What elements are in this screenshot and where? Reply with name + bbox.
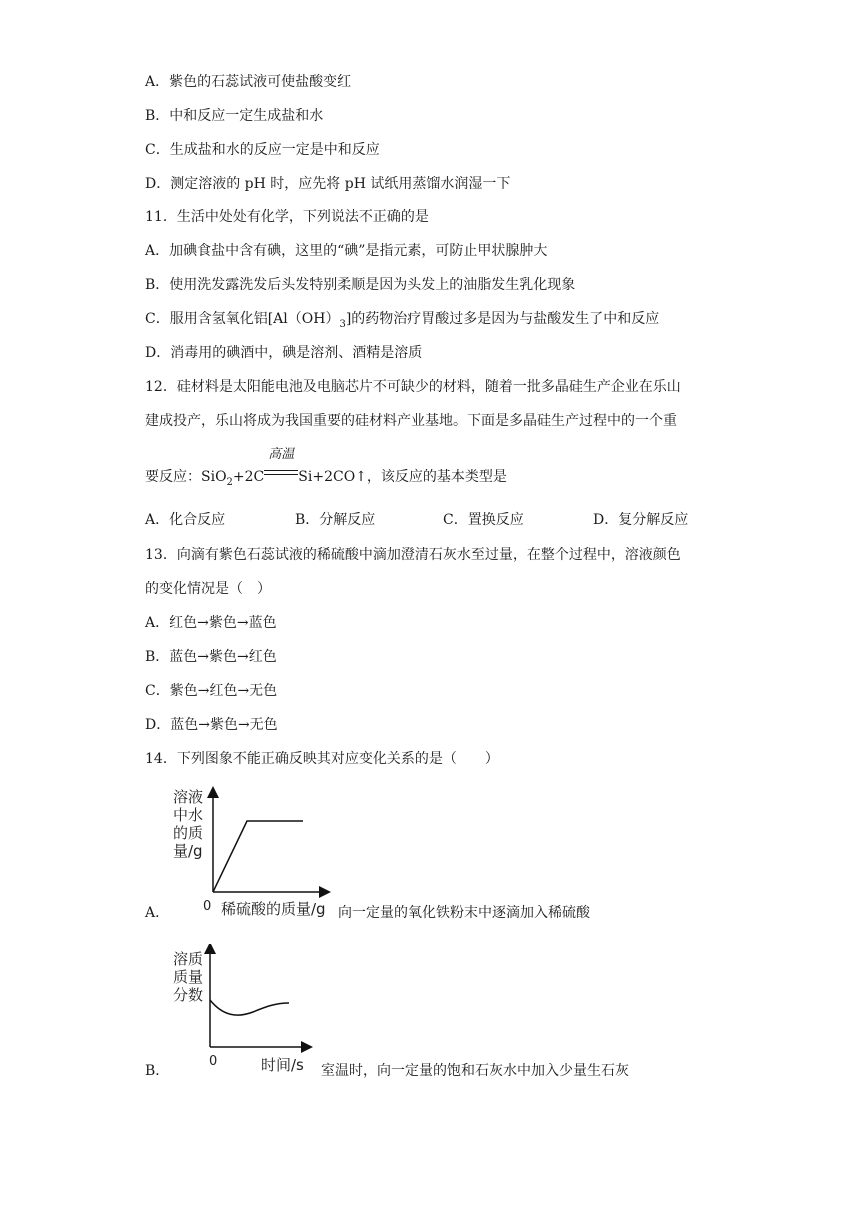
q12-stem-line1: 12．硅材料是太阳能电池及电脑芯片不可缺少的材料，随着一批多晶硅生产企业在乐山 bbox=[145, 379, 681, 395]
q10-option-c: C．生成盐和水的反应一定是中和反应 bbox=[145, 142, 380, 158]
figure-a-y-label-line: 量/g bbox=[173, 842, 203, 860]
figure-b-y-label bbox=[173, 950, 203, 1004]
q12-sub: 2 bbox=[226, 476, 233, 488]
q11-option-b: B．使用洗发露洗发后头发特别柔顺是因为头发上的油脂发生乳化现象 bbox=[145, 277, 576, 293]
q12-option-c: C．置换反应 bbox=[443, 512, 524, 528]
q12-mid: +2C bbox=[232, 469, 265, 485]
q14-option-b-text: 室温时，向一定量的饱和石灰水中加入少量生石灰 bbox=[321, 1063, 629, 1079]
figure-b-y-label-line: 分数 bbox=[173, 986, 204, 1004]
figure-b-curve bbox=[210, 1000, 289, 1015]
q13-option-d: D．蓝色→紫色→无色 bbox=[145, 717, 278, 733]
q11-option-a: A．加碘食盐中含有碘，这里的“碘”是指元素，可防止甲状腺肿大 bbox=[145, 243, 548, 259]
q11-c-sub: 3 bbox=[339, 318, 346, 330]
q14-option-a-label: A． bbox=[145, 905, 170, 921]
figure-a-y-label bbox=[173, 788, 203, 860]
figure-b-x-label: 时间/s bbox=[261, 1056, 304, 1074]
figure-b bbox=[165, 944, 315, 1080]
figure-b-y-label-line: 溶质 bbox=[173, 950, 204, 968]
q12-pre: 要反应：SiO bbox=[145, 469, 227, 485]
q13-option-c: C．紫色→红色→无色 bbox=[145, 683, 278, 699]
figure-a-x-label: 稀硫酸的质量/g bbox=[221, 900, 326, 918]
q12-stem-line2: 建成投产，乐山将成为我国重要的硅材料产业基地。下面是多晶硅生产过程中的一个重 bbox=[145, 413, 677, 429]
q11-option-c bbox=[145, 309, 659, 335]
figure-b-y-label-line: 质量 bbox=[173, 968, 204, 986]
q12-reaction-line bbox=[145, 447, 507, 493]
q11-option-d: D．消毒用的碘酒中，碘是溶剂、酒精是溶质 bbox=[145, 345, 423, 361]
q10-option-d: D．测定溶液的 pH 时，应先将 pH 试纸用蒸馏水润湿一下 bbox=[145, 176, 511, 192]
q12-post: Si+2CO↑，该反应的基本类型是 bbox=[298, 469, 507, 485]
q11-c-pre: C．服用含氢氧化铝[Al（OH） bbox=[145, 311, 340, 327]
q13-stem-line1: 13．向滴有紫色石蕊试液的稀硫酸中滴加澄清石灰水至过量，在整个过程中，溶液颜色 bbox=[145, 547, 681, 563]
q12-option-a: A．化合反应 bbox=[145, 512, 226, 528]
figure-a-y-label-line: 中水 bbox=[173, 806, 204, 824]
q14-option-b-label: B． bbox=[145, 1063, 170, 1079]
q11-stem: 11．生活中处处有化学，下列说法不正确的是 bbox=[145, 209, 429, 225]
figure-b-origin: 0 bbox=[209, 1054, 218, 1069]
figure-a-curve bbox=[213, 821, 303, 892]
q10-option-b: B．中和反应一定生成盐和水 bbox=[145, 108, 324, 124]
q12-option-d: D．复分解反应 bbox=[593, 512, 689, 528]
q13-option-a: A．红色→紫色→蓝色 bbox=[145, 615, 277, 631]
reaction-condition: 高温 bbox=[268, 447, 295, 462]
q13-stem-line2: 的变化情况是（ ） bbox=[145, 581, 271, 597]
figure-a-y-label-line: 溶液 bbox=[173, 788, 204, 806]
q14-stem: 14．下列图象不能正确反映其对应变化关系的是（ ） bbox=[145, 751, 499, 767]
q12-option-b: B．分解反应 bbox=[295, 512, 376, 528]
figure-a bbox=[165, 784, 340, 920]
reaction-condition-sign bbox=[264, 447, 298, 481]
figure-a-y-label-line: 的质 bbox=[173, 824, 204, 842]
q14-option-a-text: 向一定量的氧化铁粉末中逐滴加入稀硫酸 bbox=[338, 905, 590, 921]
q10-option-a: A．紫色的石蕊试液可使盐酸变红 bbox=[145, 74, 352, 90]
q13-option-b: B．蓝色→紫色→红色 bbox=[145, 649, 277, 665]
figure-a-origin: 0 bbox=[203, 899, 212, 914]
q11-c-post: ]的药物治疗胃酸过多是因为与盐酸发生了中和反应 bbox=[345, 311, 660, 327]
